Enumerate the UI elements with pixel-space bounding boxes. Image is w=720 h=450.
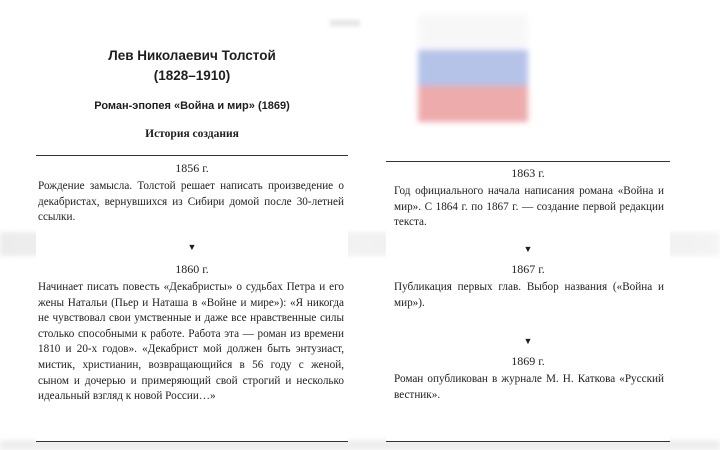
divider	[386, 441, 670, 442]
timeline-year: 1867 г.	[511, 262, 545, 276]
timeline-text: Публикация первых глав. Выбор названия («Война и мир»).	[394, 281, 664, 309]
section-title: История создания	[145, 128, 239, 140]
arrow-down-icon: ▼	[187, 242, 197, 252]
timeline-text: Рождение замысла. Толстой решает написать произведение о декабристах, вернувшихся из Сибири домой после 30-летней ссылки.	[38, 180, 344, 224]
right-page	[386, 160, 670, 442]
background-mark	[330, 20, 360, 26]
arrow-down-icon: ▼	[523, 244, 533, 254]
author-years: (1828–1910)	[153, 68, 231, 83]
timeline-text: Начинает писать повесть «Декабристы» о судьбах Петра и его жены Натальи (Пьер и Наташа в «Войне и мире»): «Я никогда не чувствовал свои умственные и даже все нравственные силы столько способными к работе. Работа эта — роман из времени 1810 и 20-х годов». «Декабрист мой должен быть энтузиаст, мистик, христианин, возвращающийся в 56 году с женой, сыном и дочерью и примеряющий свой строгий и несколько идеальный взгляд к новой России…»	[38, 281, 344, 403]
author-name: Лев Николаевич Толстой	[108, 48, 276, 63]
divider	[386, 161, 670, 162]
divider	[36, 441, 348, 442]
arrow-down-icon: ▼	[523, 336, 533, 346]
left-page	[36, 40, 348, 442]
timeline-text: Роман опубликован в журнале М. Н. Каткова «Русский вестник».	[394, 373, 664, 401]
timeline-text: Год официального начала написания романа «Война и мир». С 1864 г. по 1867 г. — создание первой редакции текста.	[394, 185, 664, 229]
timeline-year: 1856 г.	[175, 161, 209, 175]
novel-title: Роман-эпопея «Война и мир» (1869)	[94, 100, 290, 112]
divider	[36, 155, 348, 156]
timeline-year: 1863 г.	[511, 166, 545, 180]
timeline-year: 1869 г.	[511, 354, 545, 368]
timeline-year: 1860 г.	[175, 262, 209, 276]
russian-flag-decoration	[418, 14, 528, 122]
